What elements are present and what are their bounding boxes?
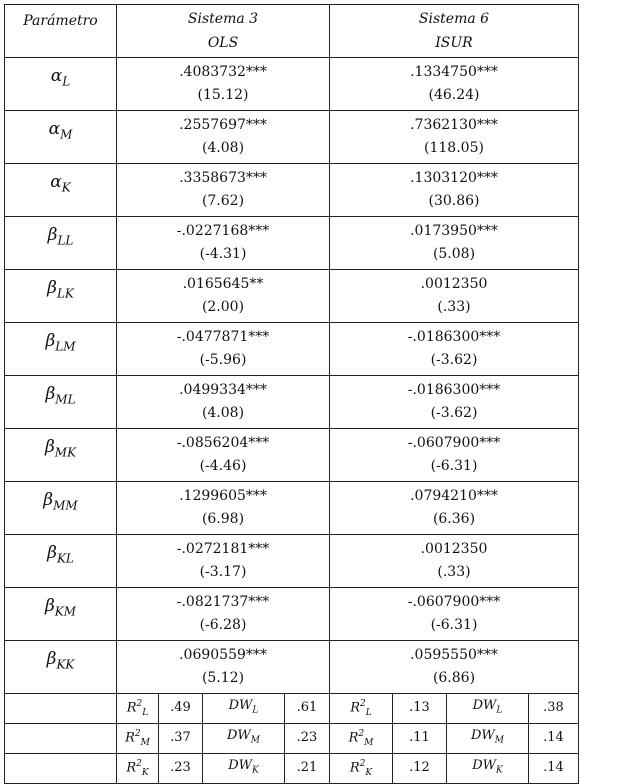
system-a-estimate — [117, 376, 330, 429]
t-statistic: (-3.17) — [199, 564, 247, 580]
coefficient: .0499334*** — [179, 382, 267, 398]
t-statistic: (-4.46) — [199, 458, 247, 474]
system-a-estimate — [117, 111, 330, 164]
durbin-watson-label — [447, 753, 529, 783]
system-b-method: ISUR — [435, 35, 473, 51]
r-squared-value: .12 — [393, 753, 447, 783]
coefficient: .0012350 — [420, 276, 488, 292]
parameter-subscript: MM — [53, 498, 78, 513]
t-statistic: (-6.31) — [430, 617, 478, 633]
header-row — [5, 5, 579, 58]
t-statistic: (118.05) — [424, 140, 484, 156]
durbin-watson-value: .14 — [529, 723, 579, 753]
parameter-greek: β — [47, 543, 57, 563]
r-subscript: K — [141, 767, 149, 778]
system-a-method: OLS — [207, 35, 239, 51]
dw-letters: DW — [472, 698, 497, 714]
r-squared-value: .23 — [159, 753, 203, 783]
system-a-title: Sistema 3 — [187, 11, 259, 27]
table-row — [5, 323, 579, 376]
dw-letters: DW — [470, 728, 495, 744]
parameter-greek: β — [44, 437, 55, 457]
parameter-symbol — [5, 535, 117, 588]
system-b-estimate — [330, 535, 579, 588]
parameter-symbol — [5, 270, 117, 323]
coefficient: -.0272181*** — [176, 541, 270, 557]
coefficient: -.0821737*** — [176, 594, 270, 610]
parameter-symbol — [5, 376, 117, 429]
r-superscript: 2 — [358, 728, 365, 739]
r-superscript: 2 — [134, 728, 141, 739]
parameter-symbol — [5, 164, 117, 217]
coefficient: .0595550*** — [410, 647, 498, 663]
r-squared-value: .37 — [159, 723, 203, 753]
parameter-subscript: LM — [55, 339, 76, 354]
r-squared-value: .11 — [393, 723, 447, 753]
system-a-estimate — [117, 588, 330, 641]
parameter-greek: β — [46, 649, 57, 669]
r-letter: R — [349, 760, 360, 776]
r-subscript: M — [140, 737, 150, 748]
parameter-subscript: ML — [55, 392, 76, 407]
t-statistic: (4.08) — [201, 405, 245, 421]
coefficient: -.0186300*** — [407, 382, 501, 398]
r-squared-label — [330, 694, 393, 724]
parameter-symbol — [5, 111, 117, 164]
system-b-estimate — [330, 482, 579, 535]
r-subscript: L — [142, 707, 149, 718]
t-statistic: (7.62) — [201, 193, 245, 209]
dw-letters: DW — [228, 758, 253, 773]
parameter-symbol — [5, 217, 117, 270]
system-b-estimate — [330, 270, 579, 323]
system-b-estimate — [330, 111, 579, 164]
r-subscript: M — [364, 737, 374, 748]
stat-row — [5, 694, 579, 724]
parameter-greek: β — [45, 331, 56, 351]
table-row — [5, 641, 579, 694]
t-statistic: (-5.96) — [199, 352, 247, 368]
t-statistic: (5.08) — [432, 246, 476, 262]
system-a-estimate — [117, 482, 330, 535]
r-subscript: K — [365, 767, 373, 778]
table-row — [5, 376, 579, 429]
parameter-subscript: LL — [57, 233, 74, 248]
parameter-symbol — [5, 588, 117, 641]
t-statistic: (46.24) — [428, 87, 480, 103]
durbin-watson-value: .23 — [285, 723, 330, 753]
t-statistic: (-6.31) — [430, 458, 478, 474]
stat-blank-cell — [5, 694, 117, 724]
system-b-estimate — [330, 58, 579, 111]
durbin-watson-label — [203, 694, 285, 724]
r-subscript: L — [365, 707, 372, 718]
t-statistic: (.33) — [437, 564, 471, 580]
dw-subscript: M — [250, 735, 260, 746]
system-b-estimate — [330, 588, 579, 641]
system-b-title: Sistema 6 — [418, 11, 490, 27]
coefficient: .7362130*** — [410, 117, 498, 133]
stat-blank-cell — [5, 723, 117, 753]
t-statistic: (6.36) — [432, 511, 476, 527]
coefficient: .1303120*** — [410, 170, 498, 186]
table-row — [5, 270, 579, 323]
system-a-header — [117, 5, 330, 58]
results-table — [4, 4, 579, 784]
system-b-estimate — [330, 323, 579, 376]
r-letter: R — [126, 700, 137, 716]
coefficient: .1334750*** — [410, 64, 498, 80]
dw-letters: DW — [228, 698, 253, 714]
table-row — [5, 111, 579, 164]
r-squared-value: .49 — [159, 694, 203, 724]
table-body — [5, 5, 579, 784]
stat-row — [5, 753, 579, 783]
parameter-greek: α — [48, 119, 61, 139]
system-a-estimate — [117, 535, 330, 588]
t-statistic: (.33) — [437, 299, 471, 315]
table-row — [5, 58, 579, 111]
parameter-subscript: K — [61, 180, 71, 195]
t-statistic: (4.08) — [201, 140, 245, 156]
t-statistic: (2.00) — [201, 299, 245, 315]
durbin-watson-value: .61 — [285, 694, 330, 724]
durbin-watson-label — [447, 694, 529, 724]
parameter-subscript: KK — [56, 657, 75, 672]
durbin-watson-value: .21 — [285, 753, 330, 783]
system-b-estimate — [330, 429, 579, 482]
r-superscript: 2 — [359, 758, 366, 769]
parameter-subscript: L — [62, 74, 71, 89]
coefficient: .4083732*** — [179, 64, 267, 80]
system-a-estimate — [117, 429, 330, 482]
t-statistic: (6.98) — [201, 511, 245, 527]
coefficient: .2557697*** — [179, 117, 267, 133]
r-letter: R — [126, 760, 137, 776]
r-squared-label — [117, 694, 159, 724]
coefficient: .0173950*** — [410, 223, 498, 239]
dw-letters: DW — [226, 728, 251, 744]
r-squared-label — [117, 753, 159, 783]
dw-subscript: L — [252, 705, 259, 716]
t-statistic: (-3.62) — [430, 405, 478, 421]
parameter-subscript: KM — [54, 604, 77, 619]
parameter-symbol — [5, 58, 117, 111]
coefficient: -.0186300*** — [407, 329, 501, 345]
t-statistic: (-6.28) — [199, 617, 247, 633]
durbin-watson-value: .14 — [529, 753, 579, 783]
stat-blank-cell — [5, 753, 117, 783]
durbin-watson-value: .38 — [529, 694, 579, 724]
stat-row — [5, 723, 579, 753]
coefficient: .0012350 — [420, 541, 488, 557]
table-row — [5, 429, 579, 482]
system-b-estimate — [330, 641, 579, 694]
system-b-estimate — [330, 376, 579, 429]
system-b-estimate — [330, 164, 579, 217]
table-row — [5, 164, 579, 217]
coefficient: .3358673*** — [179, 170, 267, 186]
t-statistic: (5.12) — [201, 670, 245, 686]
parameter-greek: α — [50, 172, 62, 192]
parameter-subscript: MK — [54, 445, 77, 460]
r-squared-label — [117, 723, 159, 753]
parameter-greek: α — [50, 66, 63, 86]
coefficient: .0794210*** — [410, 488, 498, 504]
coefficient: -.0607900*** — [407, 435, 501, 451]
r-superscript: 2 — [360, 699, 366, 709]
system-b-header — [330, 5, 579, 58]
system-a-estimate — [117, 58, 330, 111]
coefficient: -.0227168*** — [176, 223, 270, 239]
t-statistic: (15.12) — [197, 87, 249, 103]
parameter-symbol — [5, 641, 117, 694]
t-statistic: (-4.31) — [199, 246, 247, 262]
parameter-header: Parámetro — [5, 5, 117, 58]
parameter-subscript: KL — [56, 551, 74, 566]
coefficient: -.0477871*** — [176, 329, 270, 345]
parameter-symbol — [5, 323, 117, 376]
r-superscript: 2 — [136, 758, 142, 769]
coefficient: -.0856204*** — [176, 435, 270, 451]
r-letter: R — [348, 730, 359, 746]
r-letter: R — [350, 700, 361, 716]
table-row — [5, 588, 579, 641]
parameter-greek: β — [45, 384, 56, 404]
dw-subscript: K — [496, 765, 503, 776]
system-a-estimate — [117, 323, 330, 376]
t-statistic: (6.86) — [432, 670, 476, 686]
system-a-estimate — [117, 270, 330, 323]
dw-letters: DW — [472, 758, 497, 773]
system-b-estimate — [330, 217, 579, 270]
table-row — [5, 217, 579, 270]
coefficient: .0690559*** — [179, 647, 267, 663]
r-squared-label — [330, 753, 393, 783]
parameter-symbol — [5, 429, 117, 482]
coefficient: .1299605*** — [179, 488, 267, 504]
t-statistic: (30.86) — [428, 193, 480, 209]
durbin-watson-label — [203, 723, 285, 753]
durbin-watson-label — [203, 753, 285, 783]
parameter-greek: β — [47, 225, 58, 245]
system-a-estimate — [117, 641, 330, 694]
r-squared-label — [330, 723, 393, 753]
dw-subscript: K — [252, 765, 259, 776]
parameter-greek: β — [44, 596, 55, 616]
parameter-greek: β — [47, 278, 57, 298]
dw-subscript: M — [494, 735, 504, 746]
parameter-symbol — [5, 482, 117, 535]
system-a-estimate — [117, 217, 330, 270]
system-a-estimate — [117, 164, 330, 217]
durbin-watson-label — [447, 723, 529, 753]
r-superscript: 2 — [136, 699, 143, 709]
table-row — [5, 535, 579, 588]
parameter-subscript: LK — [56, 286, 74, 301]
dw-subscript: L — [496, 705, 503, 716]
coefficient: .0165645** — [182, 276, 264, 292]
parameter-subscript: M — [60, 127, 73, 142]
r-letter: R — [125, 730, 135, 746]
coefficient: -.0607900*** — [407, 594, 501, 610]
t-statistic: (-3.62) — [430, 352, 478, 368]
table-row — [5, 482, 579, 535]
r-squared-value: .13 — [393, 694, 447, 724]
parameter-greek: β — [43, 490, 54, 510]
